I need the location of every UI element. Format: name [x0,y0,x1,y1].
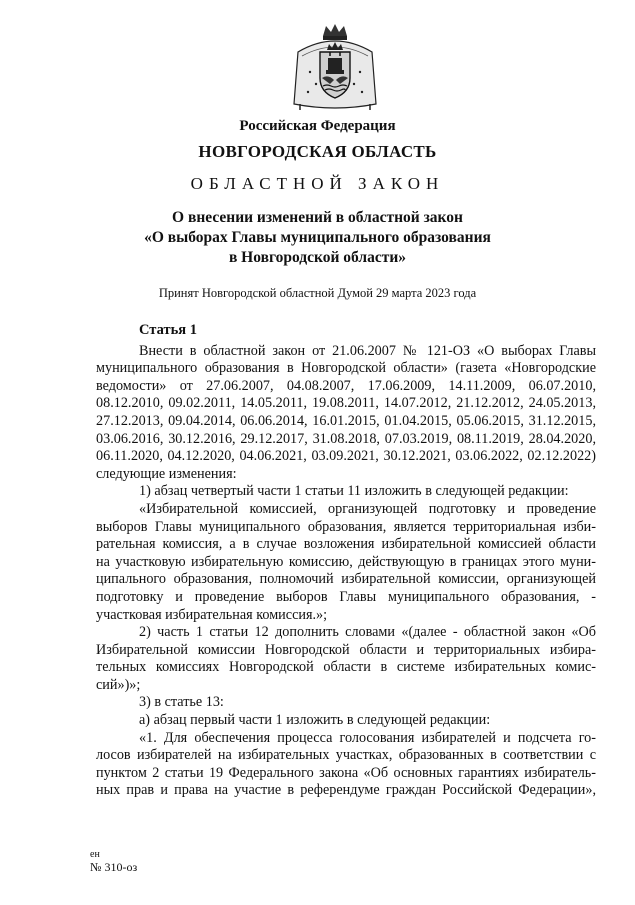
text-line: подготовку и проведение выборов Главы муниципального образования, - [96,588,596,605]
text-line: Внести в областной закон от 21.06.2007 № 121-ОЗ «О выборах Главы [139,342,596,359]
law-title [0,208,635,268]
text-line: пунктом 2 статьи 19 Федерального закона «Об основных гарантиях избиратель- [96,764,596,781]
law-title-line: «О выборах Главы муниципального образования [144,229,491,246]
law-title-line: О внесении изменений в областной закон [172,209,463,226]
text-line: тельных комиссиях Новгородской области в системе избирательных комис- [96,659,596,676]
text-line: 08.12.2010, 09.02.2011, 14.05.2011, 19.08.2011, 14.07.2012, 21.12.2012, 24.05.2013, [96,395,596,412]
law-number: № 310-оз [90,860,138,874]
text-line: ных прав и права на участие в референдуме граждан Российской Федерации», [96,782,596,799]
text-line: 06.11.2020, 04.12.2020, 04.06.2021, 03.09.2021, 30.12.2021, 03.06.2022, 02.12.2022) [96,448,596,465]
text-line: выборов Главы муниципального образования, является территориальная изби- [96,518,596,535]
executor-code: ен [90,849,100,860]
text-line: рательная комиссия, а в случае возложения избирательной комиссией области [96,536,596,553]
law-title-line: в Новгородской области» [228,249,407,266]
text-line: 03.06.2016, 30.12.2016, 29.12.2017, 31.08.2018, 07.03.2019, 08.11.2019, 28.04.2020, [96,430,596,447]
text-line: ципального образования, полномочий избирательной комиссии, организующей [96,571,596,588]
text-line: 2) часть 1 статьи 12 дополнить словами «(далее - областной закон «Об [139,624,596,641]
text-line: лосов избирателей на избирательных участках, образованных в соответствии с [96,747,596,764]
text-line: ведомости» от 27.06.2007, 04.08.2007, 17.06.2009, 14.11.2009, 06.07.2010, [96,377,596,394]
region-name: НОВГОРОДСКАЯ ОБЛАСТЬ [198,142,437,161]
text-line: на участковую избирательную комиссию, действующую в границах этого муни- [96,553,596,570]
adoption-note: Принят Новгородской областной Думой 29 марта 2023 года [158,286,477,300]
text-line: участковая избирательная комиссия.»; [96,606,328,623]
text-line: муниципального образования в Новгородской области» (газета «Новгородские [96,360,596,377]
text-line: сий»)»; [96,676,141,693]
text-line: а) абзац первый части 1 изложить в следующей редакции: [139,712,491,729]
text-line: 3) в статье 13: [139,694,224,711]
text-line: Избирательной комиссии Новгородской области и территориальных избира- [96,641,596,658]
text-line: 27.12.2013, 09.04.2014, 06.06.2014, 16.01.2015, 01.04.2015, 05.06.2015, 31.12.2015, [96,412,596,429]
text-line: 1) абзац четвертый части 1 статьи 11 изложить в следующей редакции: [139,483,569,500]
article-body [96,322,596,800]
country-name: Российская Федерация [239,118,396,134]
law-type: ОБЛАСТНОЙ ЗАКОН [190,174,445,193]
coat-of-arms-icon [290,22,380,112]
document-footer [90,848,137,874]
text-line: следующие изменения: [96,465,237,482]
article-title: Статья 1 [139,322,197,338]
text-line: «Избирательной комиссией, организующей подготовку и проведение [139,500,596,517]
text-line: «1. Для обеспечения процесса голосования избирателей и подсчета го- [139,729,596,746]
